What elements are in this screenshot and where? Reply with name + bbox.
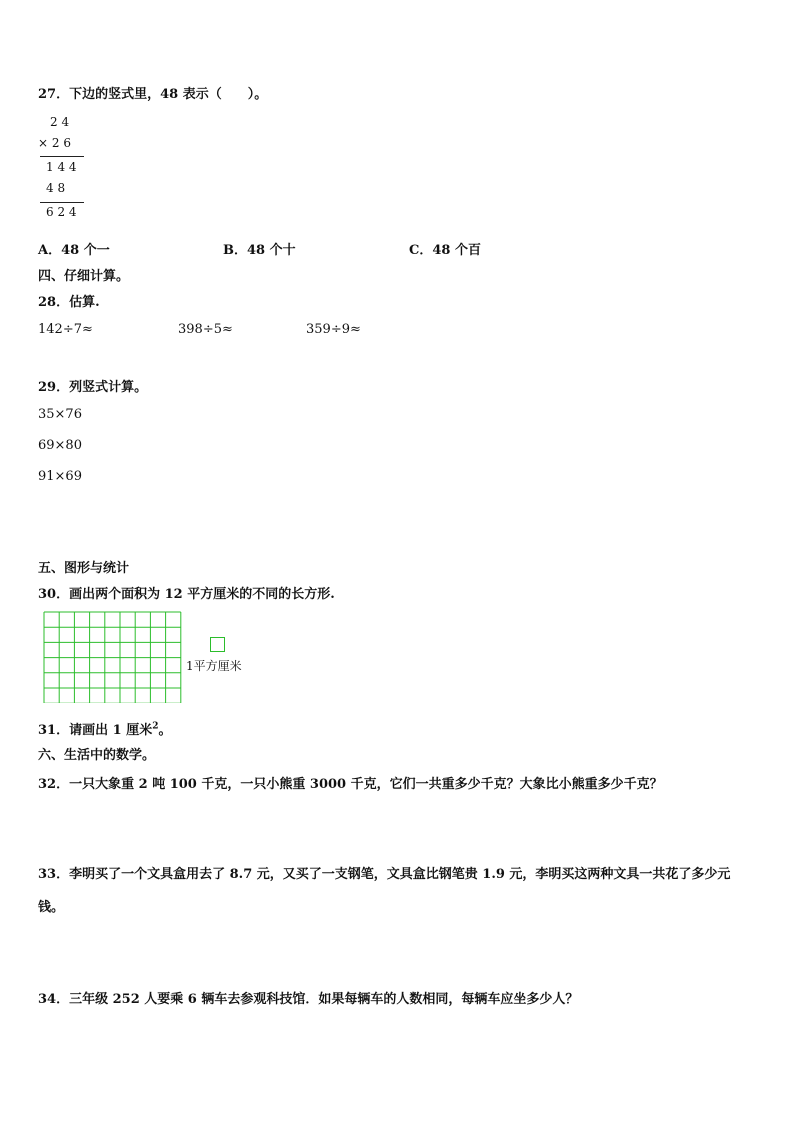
vertical-rule-1 <box>40 156 84 157</box>
q30-stem: 30．画出两个面积为 12 平方厘米的不同的长方形. <box>38 587 335 602</box>
vertical-line-4: 4 8 <box>46 181 66 195</box>
q31-end: 。 <box>158 723 172 738</box>
q29-item-2: 69×80 <box>38 438 82 453</box>
vertical-rule-2 <box>40 202 84 203</box>
q31-text: 31．请画出 1 厘米 <box>38 723 153 738</box>
unit-square-icon <box>210 637 225 652</box>
q29-stem: 29．列竖式计算。 <box>38 380 148 395</box>
vertical-line-2: × 2 6 <box>38 136 71 150</box>
vertical-line-3: 1 4 4 <box>46 160 77 174</box>
q27-stem: 27．下边的竖式里，48 表示（ ）。 <box>38 87 268 102</box>
q34-stem: 34．三年级 252 人要乘 6 辆车去参观科技馆．如果每辆车的人数相同，每辆车应坐多少人？ <box>38 992 579 1007</box>
unit-square-label: 1平方厘米 <box>186 659 242 673</box>
q32-stem: 32．一只大象重 2 吨 100 千克，一只小熊重 3000 千克，它们一共重多少千克？大象比小熊重多少千克？ <box>38 777 663 792</box>
q28-item-2: 398÷5≈ <box>178 322 233 337</box>
q31-superscript: 2 <box>152 721 159 732</box>
section-5-heading: 五、图形与统计 <box>38 561 130 576</box>
section-6-heading: 六、生活中的数学。 <box>38 748 156 763</box>
q33-line-2: 钱。 <box>38 900 65 915</box>
q27-option-a: A．48 个一 <box>38 243 110 258</box>
q27-option-b: B．48 个十 <box>223 243 296 258</box>
q27-option-c: C．48 个百 <box>409 243 481 258</box>
q28-item-3: 359÷9≈ <box>306 322 361 337</box>
q28-stem: 28．估算. <box>38 295 100 310</box>
q28-item-1: 142÷7≈ <box>38 322 93 337</box>
section-4-heading: 四、仔细计算。 <box>38 269 130 284</box>
q33-line-1: 33．李明买了一个文具盒用去了 8.7 元，又买了一支钢笔，文具盒比钢笔贵 1.9 元，李明买这两种文具一共花了多少元 <box>38 867 731 882</box>
square-grid <box>43 611 183 703</box>
q29-item-1: 35×76 <box>38 407 82 422</box>
q31-stem <box>38 719 171 738</box>
q29-item-3: 91×69 <box>38 469 82 484</box>
vertical-line-1: 2 4 <box>50 115 70 129</box>
vertical-line-5: 6 2 4 <box>46 205 77 219</box>
